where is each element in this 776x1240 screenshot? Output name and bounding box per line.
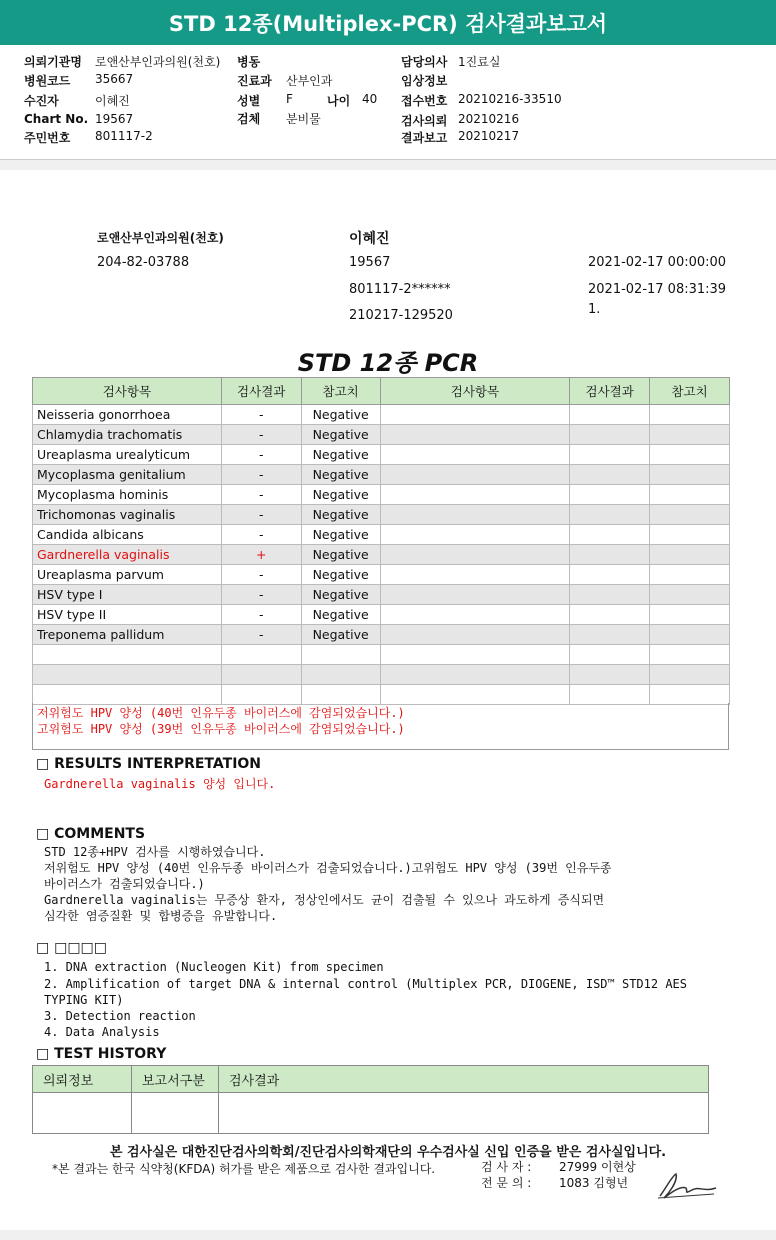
- table-row: [33, 545, 730, 565]
- test-item: Chlamydia trachomatis: [33, 425, 222, 445]
- panel-title: STD 12종 PCR: [297, 349, 479, 377]
- header-value: 이혜진: [95, 94, 130, 108]
- test-ref: Negative: [301, 465, 380, 485]
- header-value: 801117-2: [95, 129, 153, 143]
- table-row: [33, 525, 730, 545]
- test-ref: Negative: [301, 405, 380, 425]
- test-ref: Negative: [301, 505, 380, 525]
- date-reported: 2021-02-17 08:31:39: [588, 282, 727, 297]
- header-field: 결과보고: [401, 131, 448, 145]
- tester-name: 27999 이현상: [559, 1160, 636, 1174]
- test-item: Treponema pallidum: [33, 625, 222, 645]
- report-header: [0, 45, 776, 160]
- header-value: 분비물: [286, 112, 321, 126]
- test-ref: Negative: [301, 605, 380, 625]
- test-result: -: [221, 505, 301, 525]
- hpv-note: 고위험도 HPV 양성 (39번 인유두종 바이러스에 감염되었습니다.): [37, 722, 405, 736]
- test-result: -: [221, 445, 301, 465]
- ssn: 801117-2******: [349, 282, 451, 297]
- doctor-label: 전 문 의 :: [481, 1176, 532, 1190]
- test-item: Candida albicans: [33, 525, 222, 545]
- report-title: STD 12종(Multiplex-PCR) 검사결과보고서: [0, 0, 776, 45]
- doctor-name: 1083 김형년: [559, 1176, 629, 1190]
- header-value: 20210216: [458, 112, 520, 126]
- table-row: [33, 565, 730, 585]
- results-table: [32, 377, 730, 705]
- table-row: [33, 425, 730, 445]
- header-field: 의뢰기관명: [24, 55, 82, 69]
- test-item: Ureaplasma urealyticum: [33, 445, 222, 465]
- test-ref: Negative: [301, 625, 380, 645]
- col-header-result: 검사결과: [570, 378, 650, 405]
- test-ref: Negative: [301, 445, 380, 465]
- history-heading: □ TEST HISTORY: [36, 1046, 167, 1062]
- test-result: -: [221, 405, 301, 425]
- header-field: 수진자: [24, 94, 59, 108]
- test-result: -: [221, 605, 301, 625]
- test-item: Mycoplasma genitalium: [33, 465, 222, 485]
- header-value: F: [286, 92, 293, 106]
- method-line: 2. Amplification of target DNA & internal control (Multiplex PCR, DIOGENE, ISD™ STD12 AES: [44, 977, 687, 991]
- table-row: [33, 465, 730, 485]
- header-value: 20210217: [458, 129, 520, 143]
- test-item: Neisseria gonorrhoea: [33, 405, 222, 425]
- test-result: +: [221, 545, 301, 565]
- comment-line: 심각한 염증질환 및 합병증을 유발합니다.: [44, 909, 278, 923]
- certification-note: 본 검사실은 대한진단검사의학회/진단검사의학재단의 우수검사실 신입 인증을 받은 검사실입니다.: [109, 1145, 667, 1160]
- method-line: 4. Data Analysis: [44, 1025, 160, 1039]
- test-result: -: [221, 525, 301, 545]
- header-field: 성별: [237, 94, 261, 108]
- test-ref: Negative: [301, 425, 380, 445]
- test-ref: Negative: [301, 565, 380, 585]
- divider: [0, 160, 776, 170]
- header-field: 검체: [237, 112, 261, 126]
- history-table: [32, 1065, 709, 1134]
- business-number: 204-82-03788: [97, 255, 190, 270]
- hpv-notes: [32, 703, 729, 750]
- col-header-ref: 참고치: [301, 378, 380, 405]
- header-value: 19567: [95, 112, 134, 126]
- comments-heading: □ COMMENTS: [36, 826, 146, 842]
- divider: [0, 1230, 776, 1240]
- test-item: Mycoplasma hominis: [33, 485, 222, 505]
- test-result: -: [221, 585, 301, 605]
- interpretation-text: Gardnerella vaginalis 양성 입니다.: [44, 777, 276, 791]
- interpretation-heading: □ RESULTS INTERPRETATION: [36, 756, 262, 772]
- test-item: Gardnerella vaginalis: [33, 545, 222, 565]
- table-row: [33, 605, 730, 625]
- history-col-header: 검사결과: [219, 1066, 709, 1093]
- receipt-number: 210217-129520: [349, 308, 453, 323]
- header-value: 산부인과: [286, 74, 333, 88]
- comment-line: 저위험도 HPV 양성 (40번 인유두종 바이러스가 검출되었습니다.)고위험도 HPV 양성 (39번 인유두종: [44, 861, 612, 875]
- header-value: 로앤산부인과의원(천호): [95, 55, 221, 69]
- table-row: [33, 485, 730, 505]
- header-field: 주민번호: [24, 131, 71, 145]
- method-line: TYPING KIT): [44, 993, 124, 1007]
- method-heading: □ □□□□: [36, 940, 108, 956]
- tester-label: 검 사 자 :: [481, 1160, 532, 1174]
- test-result: -: [221, 485, 301, 505]
- table-row: [33, 505, 730, 525]
- table-row: [33, 665, 730, 685]
- table-row: [33, 625, 730, 645]
- test-result: -: [221, 425, 301, 445]
- col-header-item: 검사항목: [33, 378, 222, 405]
- table-row: [33, 445, 730, 465]
- kfda-note: *본 결과는 한국 식약청(KFDA) 허가를 받은 제품으로 검사한 결과입니다.: [52, 1162, 436, 1176]
- date-suffix: 1.: [588, 302, 601, 317]
- header-value: 40: [362, 92, 378, 106]
- col-header-ref: 참고치: [650, 378, 730, 405]
- table-row: [33, 585, 730, 605]
- header-field: 접수번호: [401, 94, 448, 108]
- comment-line: Gardnerella vaginalis는 무증상 환자, 정상인에서도 균이 검출될 수 있으나 과도하게 증식되면: [44, 893, 605, 907]
- header-value: 20210216-33510: [458, 92, 562, 106]
- history-col-header: 보고서구분: [132, 1066, 219, 1093]
- test-ref: Negative: [301, 485, 380, 505]
- header-value: 35667: [95, 72, 134, 86]
- test-ref: Negative: [301, 585, 380, 605]
- table-row: [33, 645, 730, 665]
- test-result: -: [221, 625, 301, 645]
- test-ref: Negative: [301, 525, 380, 545]
- header-field: 진료과: [237, 74, 272, 88]
- test-result: -: [221, 565, 301, 585]
- hpv-note: 저위험도 HPV 양성 (40번 인유두종 바이러스에 감염되었습니다.): [37, 706, 405, 720]
- method-line: 1. DNA extraction (Nucleogen Kit) from specimen: [44, 960, 384, 974]
- patient-name: 이혜진: [349, 231, 390, 247]
- header-field: 임상정보: [401, 74, 448, 88]
- hospital-name: 로앤산부인과의원(천호): [97, 231, 224, 245]
- method-line: 3. Detection reaction: [44, 1009, 196, 1023]
- test-item: HSV type I: [33, 585, 222, 605]
- history-col-header: 의뢰정보: [33, 1066, 132, 1093]
- test-item: Ureaplasma parvum: [33, 565, 222, 585]
- col-header-item: 검사항목: [380, 378, 570, 405]
- col-header-result: 검사결과: [221, 378, 301, 405]
- header-field: Chart No.: [24, 112, 89, 126]
- date-received: 2021-02-17 00:00:00: [588, 255, 727, 270]
- test-ref: Negative: [301, 545, 380, 565]
- header-field: 병원코드: [24, 74, 71, 88]
- chart-number: 19567: [349, 255, 391, 270]
- table-row: [33, 685, 730, 705]
- header-field: 검사의뢰: [401, 114, 448, 128]
- signature-icon: [656, 1168, 720, 1202]
- header-field: 병동: [237, 55, 261, 69]
- header-value: 1진료실: [458, 55, 501, 69]
- comment-line: 바이러스가 검출되었습니다.): [44, 877, 205, 891]
- test-result: -: [221, 465, 301, 485]
- header-field: 나이: [327, 94, 351, 108]
- table-row: [33, 405, 730, 425]
- header-field: 담당의사: [401, 55, 448, 69]
- test-item: HSV type II: [33, 605, 222, 625]
- comment-line: STD 12종+HPV 검사를 시행하였습니다.: [44, 845, 266, 859]
- table-row: [33, 1093, 709, 1134]
- test-item: Trichomonas vaginalis: [33, 505, 222, 525]
